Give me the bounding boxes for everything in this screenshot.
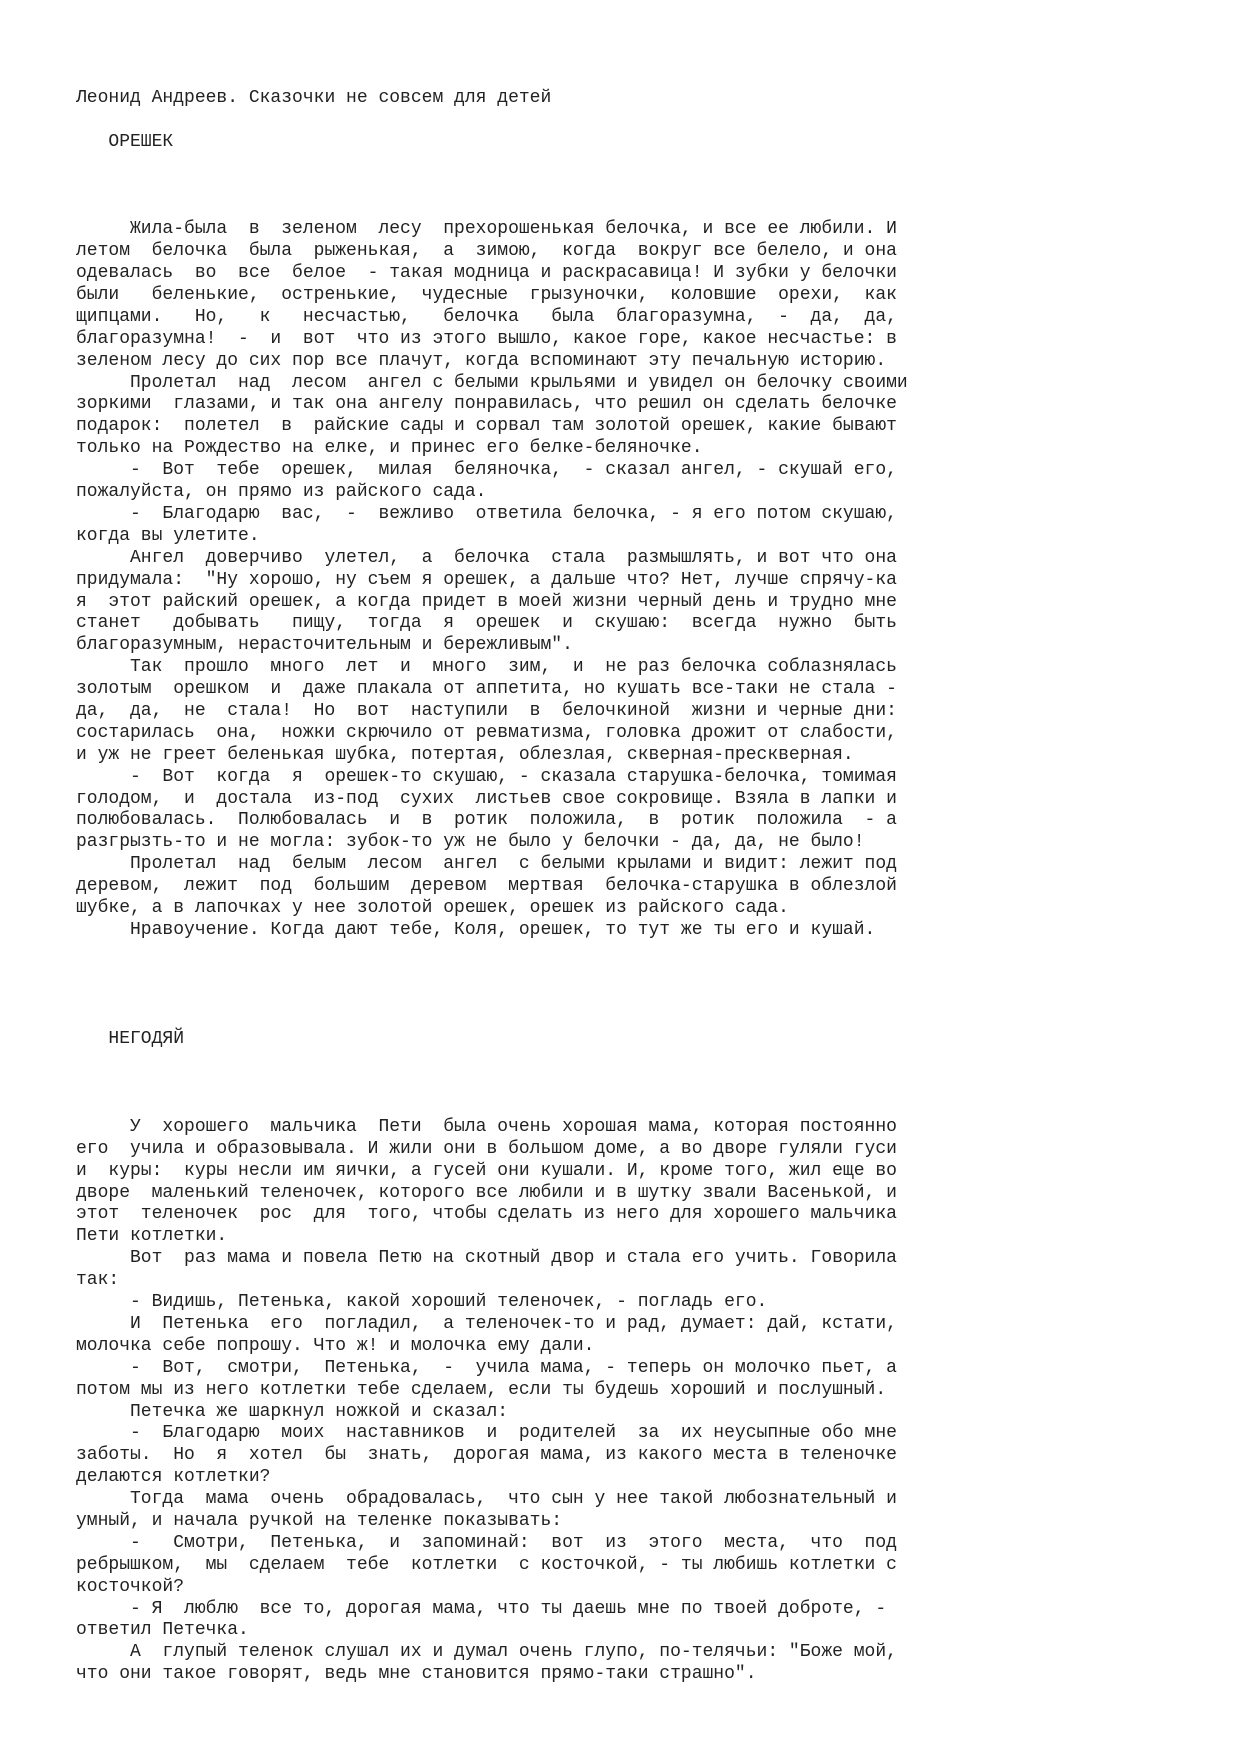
text-line: ребрышком, мы сделаем тебе котлетки с косточкой, - ты любишь котлетки с <box>76 1554 897 1575</box>
paragraph <box>76 920 1186 942</box>
paragraph <box>76 219 1186 372</box>
text-line: - Вот когда я орешек-то скушаю, - сказала старушка-белочка, томимая <box>76 766 897 787</box>
text-line: косточкой? <box>76 1576 185 1597</box>
text-line: У хорошего мальчика Пети была очень хорошая мама, которая постоянно <box>76 1116 897 1137</box>
text-line: полюбовалась. Полюбовалась и в ротик положила, в ротик положила - а <box>76 810 897 831</box>
text-line: Пролетал над белым лесом ангел с белыми крылами и видит: лежит под <box>76 854 897 875</box>
text-line: его учила и образовывала. И жили они в большом доме, а во дворе гуляли гуси <box>76 1138 897 1159</box>
text-line: Вот раз мама и повела Петю на скотный двор и стала его учить. Говорила <box>76 1248 897 1269</box>
text-line: подарок: полетел в райские сады и сорвал там золотой орешек, какие бывают <box>76 416 897 437</box>
text-line: зоркими глазами, и так она ангелу понравилась, что решил он сделать белочке <box>76 394 897 415</box>
text-line: состарилась она, ножки скрючило от ревматизма, головка дрожит от слабости, <box>76 722 897 743</box>
text-line: пожалуйста, он прямо из райского сада. <box>76 482 487 503</box>
text-line: - Вот тебе орешек, милая беляночка, - сказал ангел, - скушай его, <box>76 460 897 481</box>
text-line: Пети котлетки. <box>76 1226 228 1247</box>
text-line: только на Рождество на елке, и принес его белке-беляночке. <box>76 438 703 459</box>
text-line: Ангел доверчиво улетел, а белочка стала размышлять, и вот что она <box>76 547 897 568</box>
paragraph <box>76 1423 1186 1489</box>
text-line: Так прошло много лет и много зим, и не раз белочка соблазнялась <box>76 657 897 678</box>
text-line: И Петенька его погладил, а теленочек-то и рад, думает: дай, кстати, <box>76 1313 897 1334</box>
text-line: да, да, не стала! Но вот наступили в белочкиной жизни и черные дни: <box>76 700 897 721</box>
text-line: - Благодарю моих наставников и родителей за их неусыпные обо мне <box>76 1423 897 1444</box>
paragraph <box>76 1248 1186 1292</box>
document-header: Леонид Андреев. Сказочки не совсем для детей <box>76 88 552 108</box>
text-line: придумала: "Ну хорошо, ну съем я орешек, а дальше что? Нет, лучше спрячу-ка <box>76 569 897 590</box>
text-line: ответил Петечка. <box>76 1620 249 1641</box>
text-line: этот теленочек рос для того, чтобы сделать из него для хорошего мальчика <box>76 1204 897 1225</box>
paragraph <box>76 1533 1186 1599</box>
paragraph <box>76 1599 1186 1643</box>
document-page <box>76 88 1186 1686</box>
paragraph <box>76 1314 1186 1358</box>
text-line: дворе маленький теленочек, которого все любили и в шутку звали Васенькой, и <box>76 1182 897 1203</box>
paragraph <box>76 460 1186 504</box>
text-line: когда вы улетите. <box>76 525 260 546</box>
paragraph <box>76 657 1186 766</box>
paragraph <box>76 1489 1186 1533</box>
text-line: - Видишь, Петенька, какой хороший теленочек, - погладь его. <box>76 1292 768 1313</box>
text-line: потом мы из него котлетки тебе сделаем, если ты будешь хороший и послушный. <box>76 1379 887 1400</box>
text-line: - Вот, смотри, Петенька, - учила мама, - теперь он молочко пьет, а <box>76 1357 897 1378</box>
text-line: и уж не греет беленькая шубка, потертая, облезлая, скверная-прескверная. <box>76 744 854 765</box>
paragraph <box>76 1402 1186 1424</box>
paragraph <box>76 1642 1186 1686</box>
story-body <box>76 219 1186 941</box>
text-line: станет добывать пищу, тогда я орешек и скушаю: всегда нужно быть <box>76 613 897 634</box>
text-line: молочка себе попрошу. Что ж! и молочка ему дали. <box>76 1335 595 1356</box>
text-line: я этот райский орешек, а когда придет в моей жизни черный день и трудно мне <box>76 591 897 612</box>
text-line: голодом, и достала из-под сухих листьев свое сокровище. Взяла в лапки и <box>76 788 897 809</box>
paragraph <box>76 1292 1186 1314</box>
text-line: А глупый теленок слушал их и думал очень глупо, по-телячьи: "Боже мой, <box>76 1642 897 1663</box>
story-body <box>76 1117 1186 1686</box>
text-line: деревом, лежит под большим деревом мертвая белочка-старушка в облезлой <box>76 876 897 897</box>
text-line: золотым орешком и даже плакала от аппетита, но кушать все-таки не стала - <box>76 679 897 700</box>
text-line: - Благодарю вас, - вежливо ответила белочка, - я его потом скушаю, <box>76 503 897 524</box>
text-line: благоразумна! - и вот что из этого вышло, какое горе, какое несчастье: в <box>76 328 897 349</box>
text-line: Жила-была в зеленом лесу прехорошенькая белочка, и все ее любили. И <box>76 219 897 240</box>
text-line: Пролетал над лесом ангел с белыми крыльями и увидел он белочку своими <box>76 372 908 393</box>
story-title: ОРЕШЕК <box>76 131 174 152</box>
paragraph <box>76 373 1186 461</box>
text-line: одевалась во все белое - такая модница и раскрасавица! И зубки у белочки <box>76 263 897 284</box>
story-title: НЕГОДЯЙ <box>76 1029 185 1050</box>
text-line: летом белочка была рыженькая, а зимою, когда вокруг все белело, и она <box>76 241 897 262</box>
paragraph <box>76 1358 1186 1402</box>
text-line: Петечка же шаркнул ножкой и сказал: <box>76 1401 509 1422</box>
text-line: шубке, а в лапочках у нее золотой орешек, орешек из райского сада. <box>76 897 789 918</box>
text-line: заботы. Но я хотел бы знать, дорогая мама, из какого места в теленочке <box>76 1445 897 1466</box>
text-line: что они такое говорят, ведь мне становится прямо-таки страшно". <box>76 1664 757 1685</box>
text-line: и куры: куры несли им яички, а гусей они кушали. И, кроме того, жил еще во <box>76 1160 897 1181</box>
text-line: щипцами. Но, к несчастью, белочка была благоразумна, - да, да, <box>76 306 897 327</box>
text-line: Нравоучение. Когда дают тебе, Коля, орешек, то тут же ты его и кушай. <box>76 919 876 940</box>
paragraph <box>76 767 1186 855</box>
text-line: зеленом лесу до сих пор все плачут, когда вспоминают эту печальную историю. <box>76 350 887 371</box>
text-line: Тогда мама очень обрадовалась, что сын у нее такой любознательный и <box>76 1489 897 1510</box>
text-line: делаются котлетки? <box>76 1467 271 1488</box>
text-line: так: <box>76 1270 120 1291</box>
paragraph <box>76 548 1186 657</box>
text-line: разгрызть-то и не могла: зубок-то уж не было у белочки - да, да, не было! <box>76 832 865 853</box>
paragraph <box>76 1117 1186 1248</box>
text-line: - Смотри, Петенька, и запоминай: вот из этого места, что под <box>76 1532 897 1553</box>
paragraph <box>76 504 1186 548</box>
text-line: благоразумным, нерасточительным и бережливым". <box>76 635 573 656</box>
text-line: умный, и начала ручкой на теленке показывать: <box>76 1510 563 1531</box>
text-line: были беленькие, остренькие, чудесные грызуночки, коловшие орехи, как <box>76 285 897 306</box>
text-line: - Я люблю все то, дорогая мама, что ты даешь мне по твоей доброте, - <box>76 1598 887 1619</box>
paragraph <box>76 854 1186 920</box>
